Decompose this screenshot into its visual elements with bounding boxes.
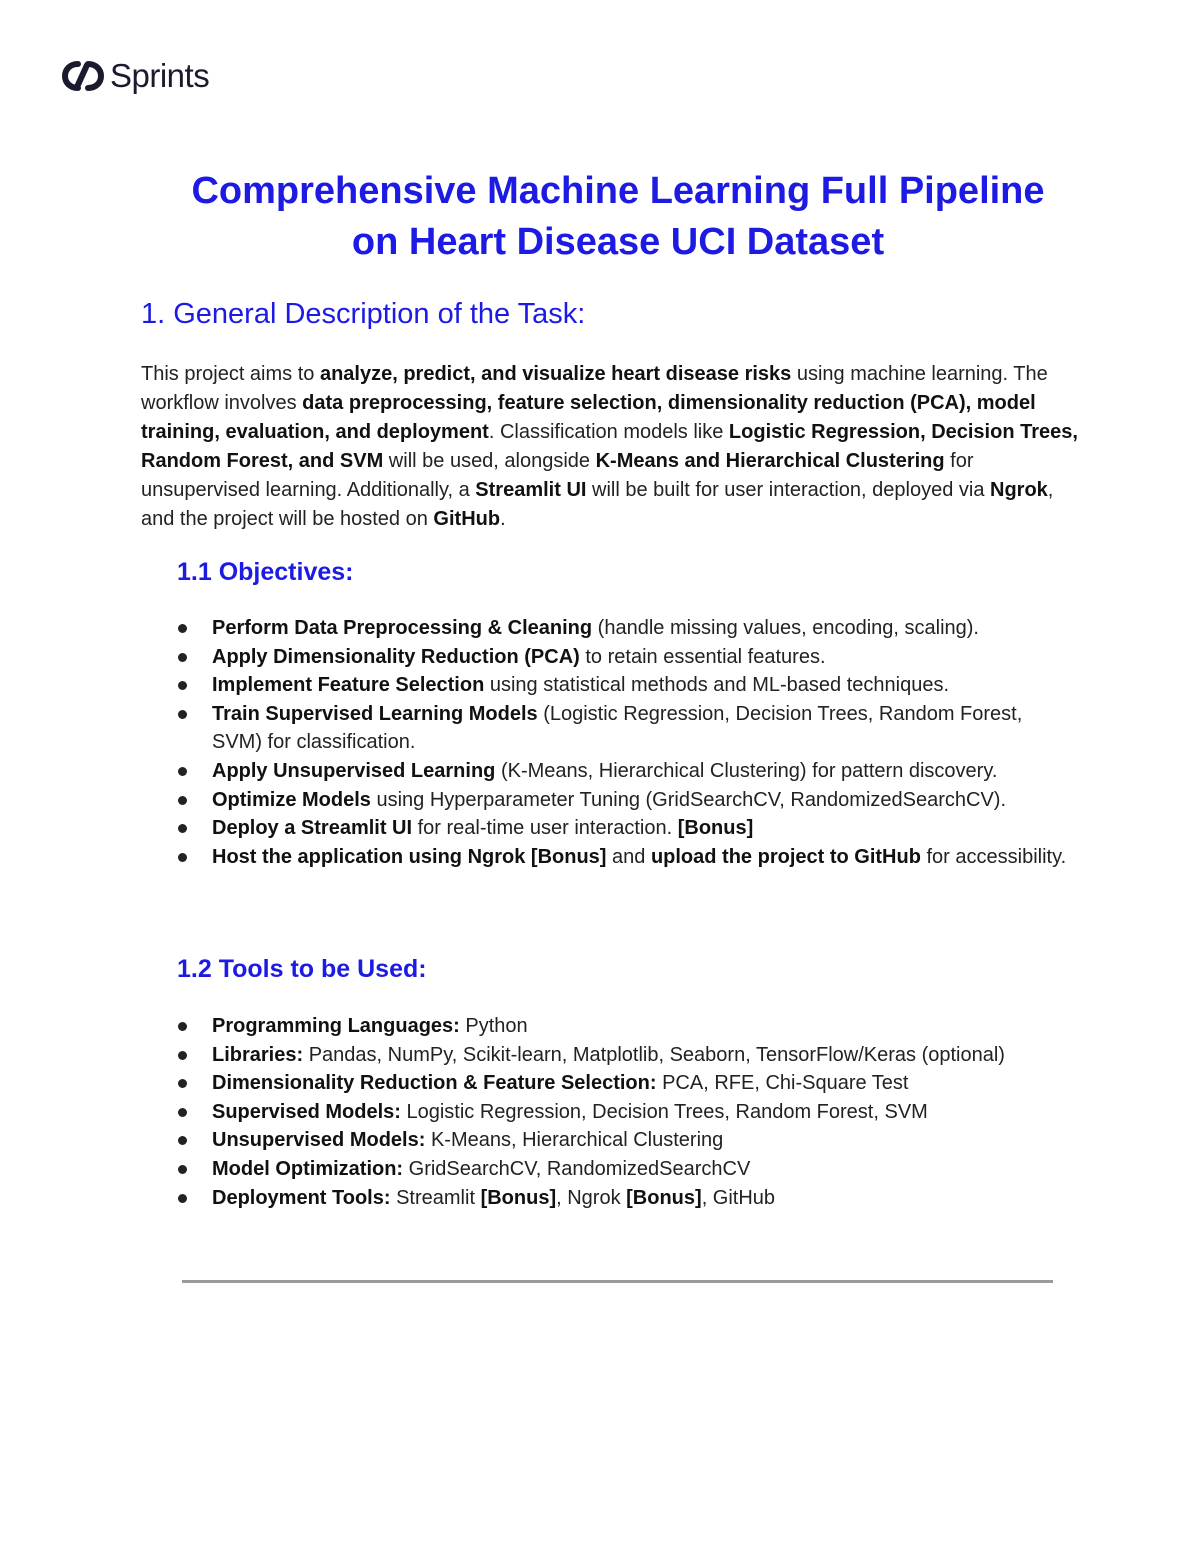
text-run: , and the project will be hosted on xyxy=(141,479,1054,530)
text-run: Streamlit xyxy=(390,1186,481,1209)
sprints-logo xyxy=(62,58,209,94)
bold-text: Ngrok xyxy=(990,479,1048,501)
bullet-icon xyxy=(178,1079,187,1088)
horizontal-divider xyxy=(182,1280,1053,1283)
bold-text: Deployment Tools: xyxy=(212,1186,391,1209)
text-run: for accessibility. xyxy=(920,845,1067,868)
bold-text: Libraries: xyxy=(212,1043,304,1066)
text-run: Pandas, NumPy, Scikit-learn, Matplotlib, Seaborn, TensorFlow/Keras (optional) xyxy=(303,1043,1005,1066)
list-item xyxy=(177,1069,1077,1098)
text-run: (Logistic Regression, Decision Trees, Random Forest, SVM) for classification. xyxy=(212,702,1023,754)
text-run: will be built for user interaction, deployed via xyxy=(586,479,990,501)
bold-text: data preprocessing, feature selection, dimensionality reduction (PCA), model training, evaluation, and deployment xyxy=(141,392,1036,443)
list-item xyxy=(177,1041,1077,1070)
list-item xyxy=(177,786,1077,815)
document-title xyxy=(100,166,1136,268)
bold-text: Optimize Models xyxy=(212,788,371,811)
text-run: using machine learning. The workflow involves xyxy=(141,363,1048,414)
title-line-1: Comprehensive Machine Learning Full Pipeline xyxy=(191,170,1045,212)
list-item xyxy=(177,614,1077,643)
list-item xyxy=(177,843,1077,872)
bold-text: Deploy a Streamlit UI xyxy=(212,817,413,840)
bold-text: [Bonus] xyxy=(677,817,754,840)
list-item xyxy=(177,700,1077,757)
bold-text: K-Means and Hierarchical Clustering xyxy=(595,450,945,472)
list-item xyxy=(177,1012,1077,1041)
bold-text: Model Optimization: xyxy=(212,1157,404,1180)
list-item xyxy=(177,643,1077,672)
bullet-icon xyxy=(178,1108,187,1117)
bold-text: [Bonus] xyxy=(480,1186,557,1209)
bold-text: Logistic Regression, Decision Trees, Random Forest, and SVM xyxy=(141,421,1078,472)
bullet-icon xyxy=(178,853,187,862)
bold-text: Supervised Models: xyxy=(212,1100,401,1123)
bullet-icon xyxy=(178,824,187,833)
list-item xyxy=(177,757,1077,786)
bold-text: Programming Languages: xyxy=(212,1015,460,1037)
bullet-icon xyxy=(178,624,187,633)
bullet-icon xyxy=(178,1022,187,1031)
text-run: using statistical methods and ML-based techniques. xyxy=(484,674,950,697)
list-item xyxy=(177,1126,1077,1155)
bold-text: Perform Data Preprocessing & Cleaning xyxy=(212,617,593,639)
list-item xyxy=(177,1155,1077,1184)
objectives-list xyxy=(177,614,1077,871)
bold-text: analyze, predict, and visualize heart disease risks xyxy=(319,363,792,385)
bullet-icon xyxy=(178,1165,187,1174)
tools-list xyxy=(177,1012,1077,1212)
list-item xyxy=(177,1184,1077,1213)
text-run: GridSearchCV, RandomizedSearchCV xyxy=(403,1157,751,1180)
logo-wordmark: Sprints xyxy=(110,57,210,94)
bullet-icon xyxy=(178,767,187,776)
bold-text: GitHub xyxy=(433,508,501,530)
bullet-icon xyxy=(178,653,187,662)
tools-heading: 1.2 Tools to be Used: xyxy=(177,955,427,983)
text-run: using Hyperparameter Tuning (GridSearchCV, RandomizedSearchCV). xyxy=(370,788,1007,811)
text-run: . xyxy=(500,508,506,530)
list-item xyxy=(177,671,1077,700)
text-run: This project aims to xyxy=(141,363,320,385)
text-run: PCA, RFE, Chi-Square Test xyxy=(656,1072,909,1095)
bullet-icon xyxy=(178,710,187,719)
bold-text: Apply Dimensionality Reduction (PCA) xyxy=(212,645,580,668)
bullet-icon xyxy=(178,796,187,805)
bold-text: Apply Unsupervised Learning xyxy=(212,759,496,782)
text-run: , GitHub xyxy=(701,1186,776,1209)
bullet-icon xyxy=(178,1136,187,1145)
text-run: (K-Means, Hierarchical Clustering) for pattern discovery. xyxy=(495,759,998,782)
sprints-logo-icon xyxy=(62,61,104,91)
bold-text: Host the application using Ngrok [Bonus] xyxy=(212,845,607,868)
bold-text: Streamlit UI xyxy=(475,479,587,501)
bullet-icon xyxy=(178,1194,187,1203)
text-run: and xyxy=(606,845,651,868)
text-run: (handle missing values, encoding, scaling). xyxy=(592,617,979,639)
intro-paragraph xyxy=(141,360,1081,534)
bold-text: Dimensionality Reduction & Feature Selection: xyxy=(212,1072,657,1095)
bold-text: Implement Feature Selection xyxy=(212,674,485,697)
text-run: for unsupervised learning. Additionally, a xyxy=(141,450,974,501)
text-run: , Ngrok xyxy=(556,1186,627,1209)
text-run: to retain essential features. xyxy=(579,645,826,668)
text-run: for real-time user interaction. xyxy=(412,817,678,840)
title-line-2: on Heart Disease UCI Dataset xyxy=(351,221,885,263)
bullet-icon xyxy=(178,681,187,690)
bold-text: Train Supervised Learning Models xyxy=(212,702,538,725)
text-run: will be used, alongside xyxy=(383,450,596,472)
bold-text: Unsupervised Models: xyxy=(212,1129,426,1152)
bold-text: upload the project to GitHub xyxy=(650,845,921,868)
text-run: K-Means, Hierarchical Clustering xyxy=(425,1129,724,1152)
objectives-heading: 1.1 Objectives: xyxy=(177,558,354,586)
text-run: Logistic Regression, Decision Trees, Random Forest, SVM xyxy=(400,1100,928,1123)
list-item xyxy=(177,814,1077,843)
text-run: Python xyxy=(459,1015,528,1037)
list-item xyxy=(177,1098,1077,1127)
bold-text: [Bonus] xyxy=(626,1186,702,1209)
text-run: . Classification models like xyxy=(488,421,729,443)
bullet-icon xyxy=(178,1051,187,1060)
section-heading-general-description: 1. General Description of the Task: xyxy=(141,298,586,330)
